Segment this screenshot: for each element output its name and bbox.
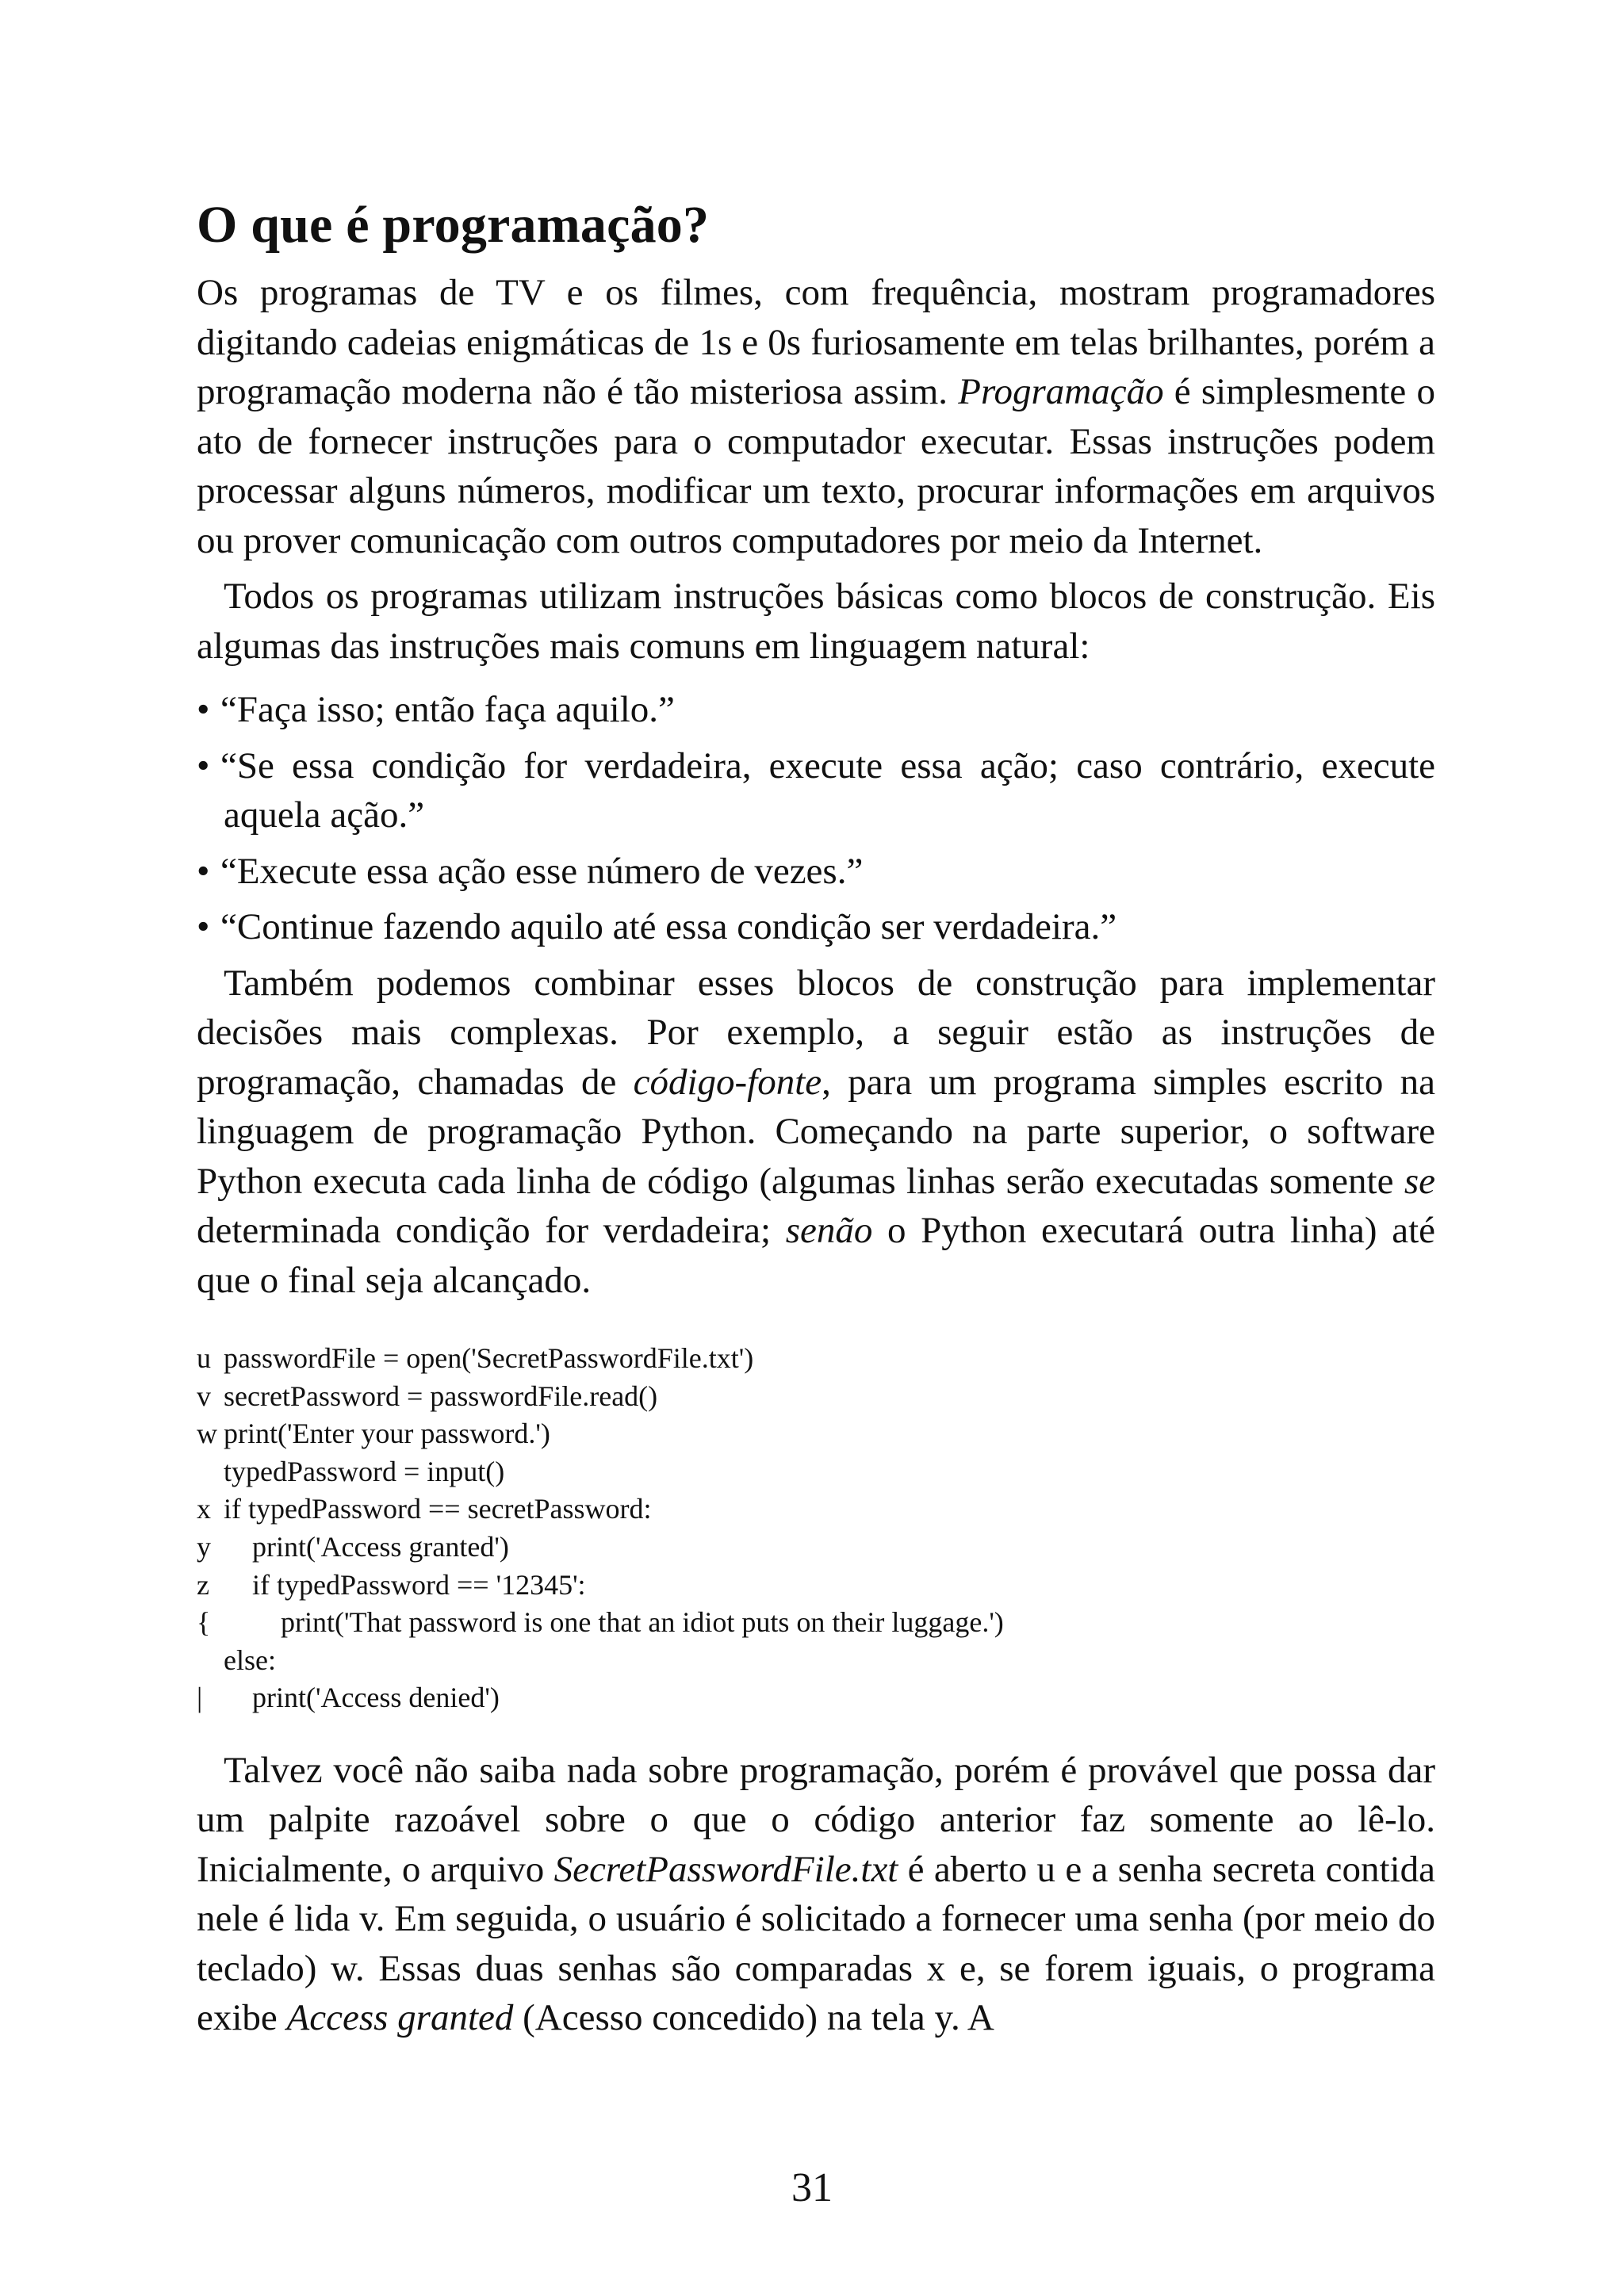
paragraph-explanation: [197, 1746, 1435, 2043]
list-item: [197, 847, 1435, 897]
paragraph-intro-text-cont: é simplesmente o ato de fornecer instruções para o computador executar. Essas instruções podem processar alguns números, modificar um texto, procurar informações em arquivos ou prover comunicação com outros computadores por meio da Internet.: [197, 371, 1435, 561]
code-line: [197, 1604, 1435, 1642]
bullet-icon: •: [197, 906, 210, 947]
list-item: [197, 685, 1435, 735]
code-text: secretPassword = passwordFile.read(): [224, 1380, 658, 1412]
paragraph-source-code: [197, 959, 1435, 1306]
code-line: [197, 1378, 1435, 1416]
bullet-icon: •: [197, 744, 210, 786]
page-number: 31: [791, 2165, 833, 2210]
code-line: [197, 1567, 1435, 1605]
paragraph-source-code-text-2: , para um programa simples escrito na linguagem de programação Python. Começando na parte superior, o software Python executa cada linha de código (algumas linhas serão executadas somente: [197, 1061, 1435, 1202]
paragraph-source-code-text-3: determinada condição for verdadeira;: [197, 1210, 786, 1251]
emphasis-senao: senão: [785, 1210, 873, 1251]
list-item-text: “Execute essa ação esse número de vezes.”: [220, 850, 864, 892]
code-text: print('That password is one that an idiot puts on their luggage.'): [224, 1606, 1004, 1639]
paragraph-source-code-text-4: o Python executará outra linha) até que o final seja alcançado.: [197, 1210, 1435, 1301]
paragraph-source-code-text: Também podemos combinar esses blocos de construção para implementar decisões mais complexas. Por exemplo, a seguir estão as instruções de programação, chamadas de: [197, 962, 1435, 1103]
list-item-text: “Se essa condição for verdadeira, execute essa ação; caso contrário, execute aquela ação.”: [220, 744, 1435, 836]
code-line: [197, 1415, 1435, 1453]
code-line: [197, 1453, 1435, 1491]
code-listing: [197, 1340, 1435, 1717]
code-text: print('Enter your password.'): [224, 1418, 550, 1450]
emphasis-se: se: [1404, 1160, 1435, 1202]
line-marker: {: [197, 1606, 211, 1639]
code-line: [197, 1340, 1435, 1378]
instruction-list: [197, 685, 1435, 952]
list-item-text: “Faça isso; então faça aquilo.”: [220, 689, 675, 730]
paragraph-building-blocks: Todos os programas utilizam instruções básicas como blocos de construção. Eis algumas das instruções mais comuns em linguagem natural:: [197, 576, 1435, 667]
line-marker: u: [197, 1342, 211, 1374]
paragraph-explanation-text: Talvez você não saiba nada sobre programação, porém é provável que possa dar um palpite razoável sobre o que o código anterior faz somente ao lê-lo. Inicialmente, o arquivo: [197, 1749, 1435, 1890]
list-item-text: “Continue fazendo aquilo até essa condição ser verdadeira.”: [220, 906, 1117, 947]
emphasis-filename: SecretPasswordFile.txt: [553, 1848, 898, 1890]
line-marker: y: [197, 1530, 211, 1563]
bullet-icon: •: [197, 850, 210, 892]
emphasis-codigo-fonte: código-fonte: [633, 1061, 822, 1103]
page-content: [197, 193, 1435, 2043]
line-marker: |: [197, 1682, 203, 1714]
code-text: passwordFile = open('SecretPasswordFile.txt'): [224, 1342, 754, 1374]
paragraph-intro-text: Os programas de TV e os filmes, com frequência, mostram programadores digitando cadeias enigmáticas de 1s e 0s furiosamente em telas brilhantes, porém a programação moderna não é tão misteriosa assim.: [197, 272, 1435, 412]
line-marker: x: [197, 1493, 211, 1525]
section-heading: O que é programação?: [197, 196, 710, 254]
line-marker: v: [197, 1380, 211, 1412]
code-line: [197, 1490, 1435, 1529]
code-text: if typedPassword == '12345':: [224, 1568, 586, 1601]
code-text: typedPassword = input(): [224, 1455, 505, 1487]
list-item: [197, 902, 1435, 952]
paragraph-explanation-text-2: é aberto u e a senha secreta contida nele é lida v. Em seguida, o usuário é solicitado a fornecer uma senha (por meio do teclado) w. Essas duas senhas são comparadas x e, se forem iguais, o programa exibe: [197, 1848, 1435, 2039]
list-item: [197, 741, 1435, 840]
code-text: print('Access denied'): [224, 1682, 500, 1714]
code-text: else:: [224, 1644, 276, 1676]
paragraph-intro: [197, 268, 1435, 565]
code-text: if typedPassword == secretPassword:: [224, 1493, 652, 1525]
code-text: print('Access granted'): [224, 1530, 509, 1563]
line-marker: z: [197, 1568, 209, 1601]
code-line: [197, 1642, 1435, 1680]
paragraph-explanation-text-3: (Acesso concedido) na tela y. A: [513, 1997, 994, 2039]
paragraph-intro-emphasis: Programação: [958, 371, 1164, 412]
code-line: [197, 1679, 1435, 1717]
emphasis-access-granted: Access granted: [286, 1997, 514, 2039]
bullet-icon: •: [197, 689, 210, 730]
line-marker: w: [197, 1418, 217, 1450]
code-line: [197, 1529, 1435, 1567]
